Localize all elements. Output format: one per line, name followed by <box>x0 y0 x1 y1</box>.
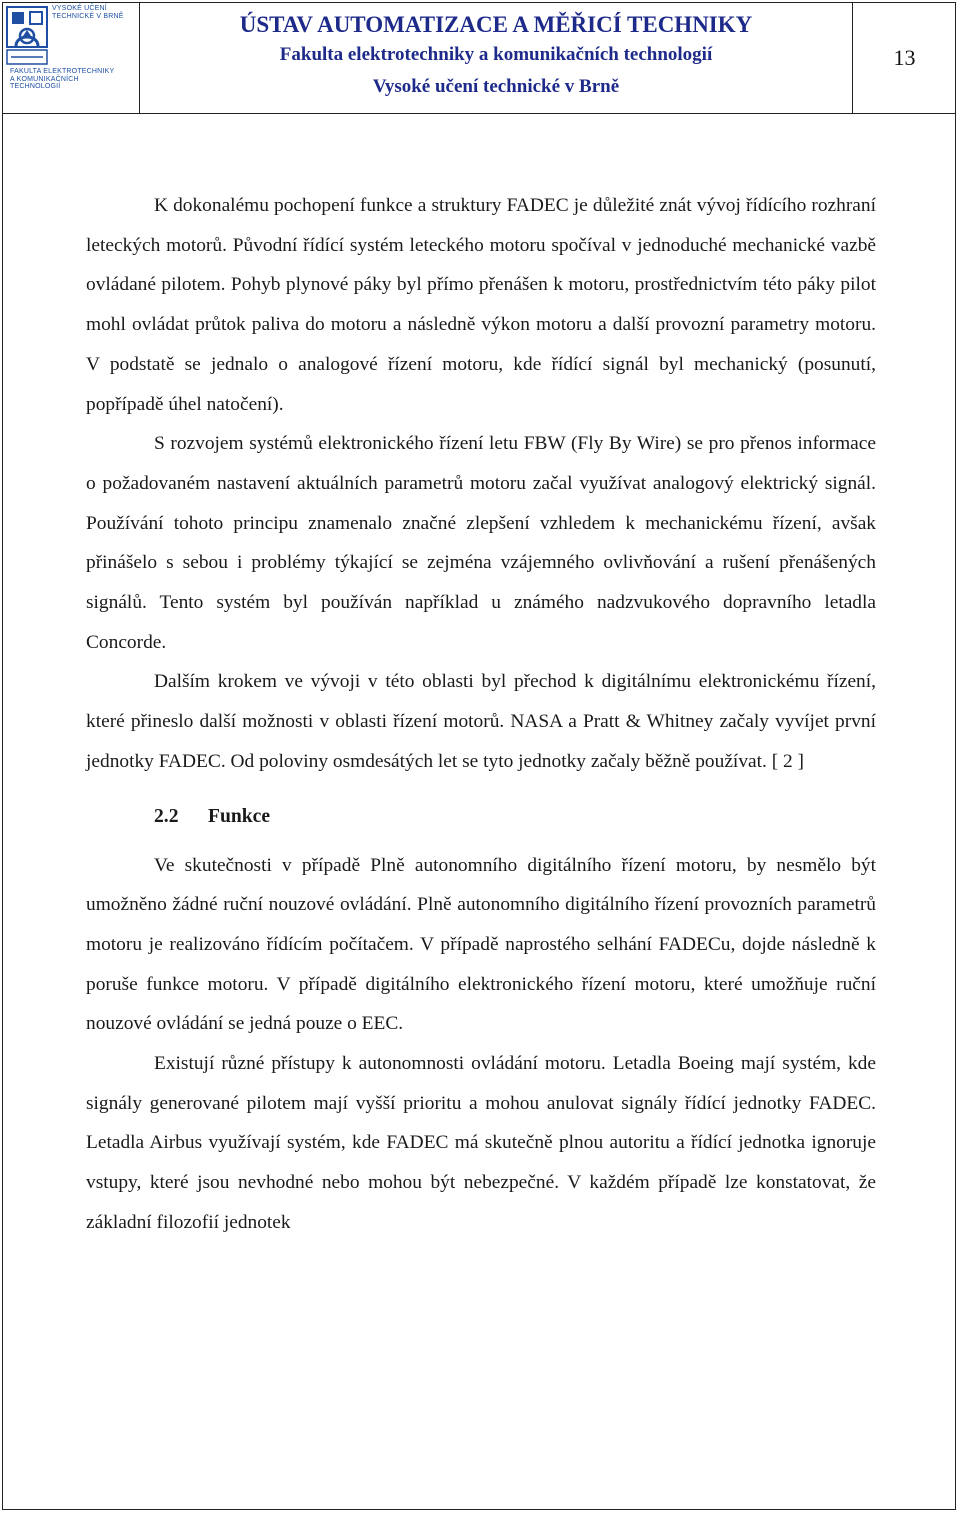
paragraph: S rozvojem systémů elektronického řízení letu FBW (Fly By Wire) se pro přenos informace o požadovaném nastavení aktuálních parametrů motoru začal využívat analogový elektrický signál. Používání tohoto principu znamenalo značné zlepšení vzhledem k mechanickému řízení, avšak přinášelo s sebou i problémy týkající se zejména vzájemného ovlivňování a rušení přenášených signálů. Tento systém byl používán například u známého nadzvukového dopravního letadla Concorde. <box>86 433 876 653</box>
section-number: 2.2 <box>154 805 179 827</box>
paragraph: Dalším krokem ve vývoji v této oblasti byl přechod k digitálnímu elektronickému řízení, které přineslo další možnosti v oblasti řízení motorů. NASA a Pratt & Whitney začaly vyvíjet první jednotky FADEC. Od poloviny osmdesátých let se tyto jednotky začaly běžně používat. [ 2 ] <box>86 671 876 772</box>
institute-title: ÚSTAV AUTOMATIZACE A MĚŘICÍ TECHNIKY <box>239 12 753 37</box>
university-logo <box>2 2 140 114</box>
page-number-box <box>852 2 956 114</box>
paragraph: K dokonalému pochopení funkce a struktury FADEC je důležité znát vývoj řídícího rozhraní leteckých motorů. Původní řídící systém leteckého motoru spočíval v jednoduché mechanické vazbě ovládané pilotem. Pohyb plynové páky byl přímo přenášen k motoru, prostřednictvím této páky pilot mohl ovládat průtok paliva do motoru a následně výkon motoru a další provozní parametry motoru. V podstatě se jednalo o analogové řízení motoru, kde řídící signál byl mechanický (posunutí, popřípadě úhel natočení). <box>86 195 876 415</box>
page-content <box>86 186 876 1243</box>
section-title: Funkce <box>208 805 271 827</box>
university-title: Vysoké učení technické v Brně <box>372 76 620 97</box>
vut-logo-icon <box>6 6 50 66</box>
header-title-block <box>140 2 852 114</box>
paragraph: Existují různé přístupy k autonomnosti ovládání motoru. Letadla Boeing mají systém, kde signály generované pilotem mají vyšší prioritu a mohou anulovat signály řídící jednotky FADEC. Letadla Airbus využívají systém, kde FADEC má skutečně plnou autoritu a řídící jednotka ignoruje vstupy, které jsou nevhodné nebo mohou být nebezpečné. V každém případě lze konstatovat, že základní filozofií jednotek <box>86 1053 876 1233</box>
logo-faculty-name: FAKULTA ELEKTROTECHNIKY A KOMUNIKAČNÍCH TECHNOLOGIÍ <box>10 68 115 90</box>
paragraph: Ve skutečnosti v případě Plně autonomního digitálního řízení motoru, by nesmělo být umožněno žádné ruční nouzové ovládání. Plně autonomního digitálního řízení provozních parametrů motoru je realizováno řídícím počítačem. V případě naprostého selhání FADECu, dojde následně k poruše funkce motoru. V případě digitálního elektronického řízení motoru, které umožňuje ruční nouzové ovládání se jedná pouze o EEC. <box>86 854 876 1035</box>
logo-university-name: VYSOKÉ UČENÍ TECHNICKÉ V BRNĚ <box>52 5 124 20</box>
page-header <box>2 2 956 114</box>
page-number: 13 <box>893 44 916 70</box>
section-heading <box>154 804 876 830</box>
faculty-title: Fakulta elektrotechniky a komunikačních technologií <box>279 44 713 65</box>
